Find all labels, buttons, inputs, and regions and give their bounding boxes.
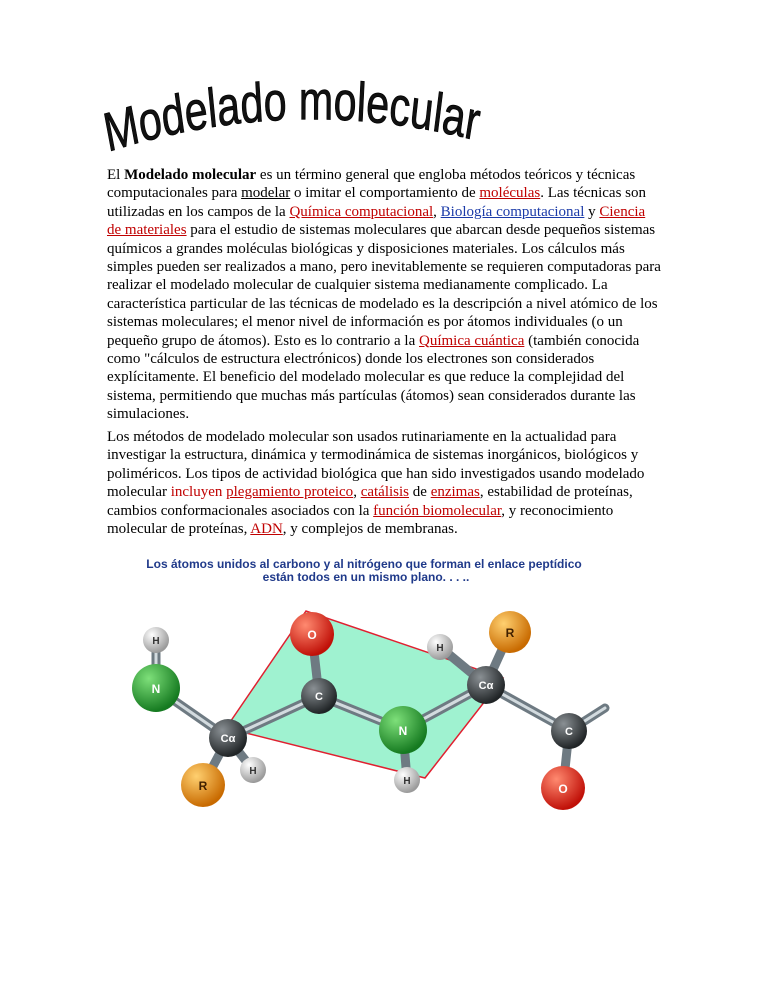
svg-text:R: R	[198, 779, 208, 793]
title-text: Modelado molecular	[100, 78, 486, 158]
svg-text:H: H	[403, 776, 411, 787]
bold-term: Modelado molecular	[124, 167, 257, 183]
svg-text:H: H	[152, 636, 160, 647]
hydrogen-atom-right	[427, 634, 453, 660]
link-plegamiento-proteico[interactable]: plegamiento proteico	[226, 484, 354, 501]
svg-text:N: N	[398, 724, 408, 738]
page-title	[100, 78, 490, 158]
link-quimica-cuantica[interactable]: Química cuántica	[419, 332, 525, 349]
link-funcion-biomolecular[interactable]: función biomolecular	[373, 502, 502, 519]
hydrogen-atom-lower	[240, 757, 266, 783]
svg-text:Cα: Cα	[478, 680, 494, 692]
link-adn[interactable]: ADN	[250, 521, 283, 538]
svg-text:C: C	[565, 726, 573, 738]
link-incluyen[interactable]: incluyen	[170, 484, 223, 501]
figure-caption-line2: están todos en un mismo plano. . . ..	[262, 570, 470, 584]
link-biologia-computacional[interactable]: Biología computacional	[440, 203, 585, 220]
svg-text:N: N	[151, 682, 161, 696]
carbon-atom-center	[301, 678, 337, 714]
link-ciencia-materiales[interactable]: Ciencia de materiales	[107, 203, 646, 239]
r-group-atom-right	[489, 611, 531, 653]
link-catalisis[interactable]: catálisis	[360, 484, 410, 501]
svg-text:C: C	[315, 691, 323, 703]
carbon-alpha-atom-left	[209, 719, 247, 757]
svg-text:O: O	[558, 782, 568, 796]
link-modelar[interactable]: modelar	[241, 185, 291, 202]
nitrogen-atom-left	[132, 664, 180, 712]
link-moleculas[interactable]: moléculas	[479, 185, 541, 202]
paragraph-methods: Los métodos de modelado molecular son usados rutinariamente en la actualidad para investigar la estructura, dinámica y termodinámica de sistemas inorgánicos, biológicos y poliméricos. Los tipos de actividad biológica que han sido investigados usando modelado molecular incluyen plegamiento proteico, catálisis de enzimas, estabilidad de proteínas, cambios conformacionales asociados con la función biomolecular, y reconocimiento molecular de proteínas, ADN, y complejos de membranas.	[107, 429, 645, 538]
oxygen-atom-bottom	[541, 766, 585, 810]
nitrogen-atom-center	[379, 706, 427, 754]
carbon-atom-right	[551, 713, 587, 749]
r-group-atom-left	[181, 763, 225, 807]
hydrogen-atom-left	[143, 627, 169, 653]
svg-text:H: H	[249, 766, 257, 777]
link-quimica-computacional[interactable]: Química computacional	[289, 203, 434, 220]
paragraph-intro: El Modelado molecular es un término general que engloba métodos teóricos y técnicas computacionales para modelar o imitar el comportamiento de moléculas. Las técnicas son utilizadas en los campos de la Química computacional, Biología computacional y Ciencia de materiales para el estudio de sistemas moleculares que abarcan desde pequeños sistemas químicos a grandes moléculas biológicas y disposiciones materiales. Los cálculos más simples pueden ser realizados a mano, pero inevitablemente se requieren computadoras para realizar el modelado molecular de cualquier sistema medianamente complicado. La característica particular de las técnicas de modelado es la descripción a nivel atómico de los sistemas moleculares; el menor nivel de información es por átomos individuales (o un pequeño grupo de átomos). Esto es lo contrario a la Química cuántica (también conocida como "cálculos de estructura electrónicos) donde los electrones son considerados explícitamente. El beneficio del modelado molecular es que reduce la complejidad del sistema, permitiendo que muchas más partículas (átomos) sean considerados durante las simulaciones.	[107, 167, 661, 423]
svg-text:O: O	[307, 628, 317, 642]
svg-text:H: H	[436, 643, 444, 654]
figure-caption-line1: Los átomos unidos al carbono y al nitrógeno que forman el enlace peptídico	[146, 557, 582, 571]
svg-text:Modelado molecular	[100, 78, 484, 158]
wordart-title	[100, 78, 490, 158]
oxygen-atom-top	[290, 612, 334, 656]
hydrogen-atom-bottom	[394, 767, 420, 793]
peptide-bond-figure	[108, 548, 620, 824]
carbon-alpha-atom-right	[467, 666, 505, 704]
link-enzimas[interactable]: enzimas	[430, 484, 480, 501]
svg-text:Cα: Cα	[220, 733, 236, 745]
svg-text:R: R	[505, 626, 515, 640]
